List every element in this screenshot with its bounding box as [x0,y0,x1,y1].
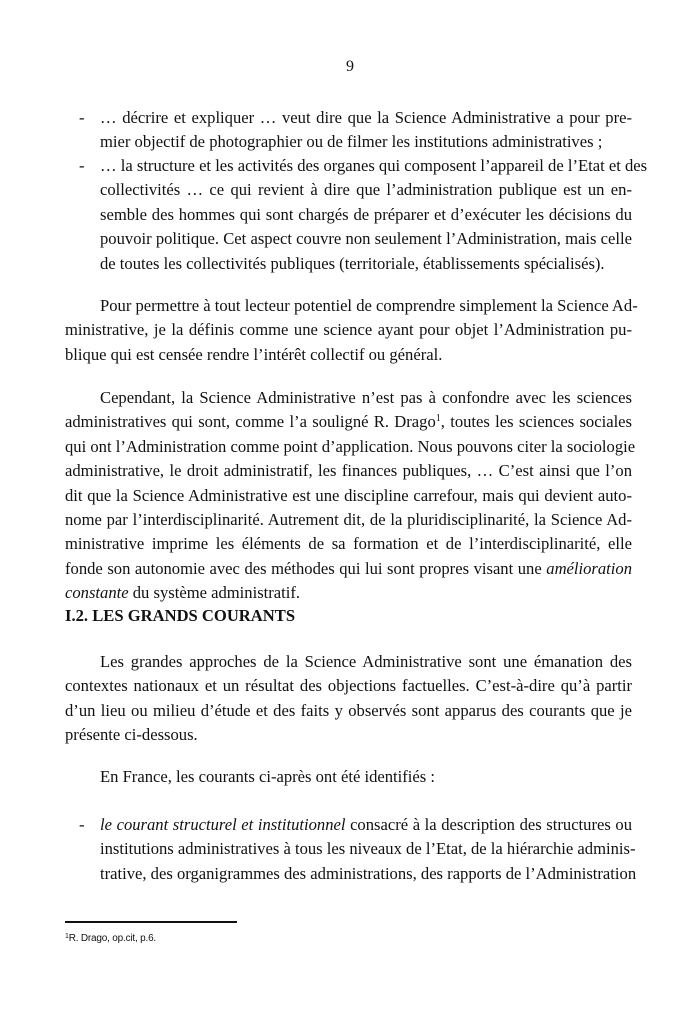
text-line [65,318,632,342]
text-segment: … décrire et expliquer … veut dire que la Science Administrative a pour pre- [100,108,632,127]
text-segment: contextes nationaux et un résultat des objections factuelles. C’est-à-dire qu’à partir [65,676,632,696]
paragraph-3 [65,650,632,748]
text-segment: … la structure et les activités des organes qui composent l’appareil de l’Etat et des [100,156,648,175]
text-segment: blique qui est censée rendre l’intérêt collectif ou général. [65,344,443,364]
text-segment: pouvoir politique. Cet aspect couvre non seulement l’Administration, mais celle [100,229,632,249]
page-number: 9 [346,58,354,75]
text-line [65,294,638,318]
text-segment: du système administratif. [128,583,301,603]
text-segment: En France, les courants ci-après ont été identifiés : [100,767,435,786]
text-segment: d’un lieu ou milieu d’étude et des faits y observés sont apparus des courants que je [65,700,632,720]
text-segment: , toutes les sciences sociales [440,412,632,432]
paragraph-4 [65,765,632,789]
text-segment: de toutes les collectivités publiques (territoriale, établissements spécialisés). [100,253,605,273]
section-heading: I.2. LES GRANDS COURANTS [65,606,296,625]
text-segment: nome par l’interdisciplinarité. Autrement dit, de la pluridisciplinarité, la Science Ad- [65,509,632,529]
text-line [100,813,632,837]
text-line [65,484,632,508]
text-segment: consacré à la description des structures ou [345,815,633,834]
text-line [100,862,637,886]
paragraph-2 [65,386,636,606]
text-line [100,227,632,251]
bullet-dash: - [79,815,85,834]
emphasis-text: constante [65,583,129,603]
text-line [65,410,632,434]
footnote-mark: 1 [65,933,69,940]
bullet-item-3 [79,813,637,886]
text-line [65,557,632,581]
footnote-reference: 1 [435,413,441,425]
bullet-dash: - [79,108,85,127]
paragraph-1 [65,294,638,367]
text-line [100,154,648,178]
text-line [65,765,632,789]
text-line [65,699,632,723]
text-line [100,203,632,227]
text-line [65,532,632,556]
text-line [65,435,636,459]
text-line [65,674,632,698]
text-line [65,508,632,532]
text-segment: collectivités … ce qui revient à dire que l’administration publique est un en- [100,180,632,200]
bullet-dash: - [79,156,85,175]
text-segment: Cependant, la Science Administrative n’est pas à confondre avec les sciences [100,388,632,407]
text-segment: Pour permettre à tout lecteur potentiel de comprendre simplement la Science Ad- [100,296,638,315]
text-segment: ministrative imprime les éléments de sa formation et de l’interdisciplinarité, elle [65,534,632,554]
text-segment: mier objectif de photographier ou de filmer les institutions administratives ; [100,132,603,152]
text-line [100,106,632,130]
bullet-item-1 [79,106,632,155]
text-segment: semble des hommes qui sont chargés de préparer et d’exécuter les décisions du [100,204,632,224]
text-segment: présente ci-dessous. [65,725,198,745]
text-line [65,723,632,747]
footnote [65,933,156,944]
text-line [65,459,632,483]
text-segment: institutions administratives à tous les niveaux de l’Etat, de la hiérarchie adminis- [100,839,636,859]
text-segment: dit que la Science Administrative est une discipline carrefour, mais qui devient auto- [65,485,632,505]
text-line [65,650,632,674]
text-segment: ministrative, je la définis comme une science ayant pour objet l’Administration pu- [65,320,632,340]
text-segment: Les grandes approches de la Science Administrative sont une émanation des [100,652,632,671]
text-segment: qui ont l’Administration comme point d’application. Nous pouvons citer la sociologie [65,436,636,456]
emphasis-text: le courant structurel et institutionnel [100,815,346,834]
emphasis-text: amélioration [546,558,632,578]
text-segment: trative, des organigrammes des administrations, des rapports de l’Administration [100,863,637,883]
footnote-text: R. Drago, op.cit, p.6. [68,933,157,944]
text-line [100,130,632,154]
text-line [100,837,636,861]
text-line [65,386,632,410]
text-segment: administrative, le droit administratif, les finances publiques, … C’est ainsi que l’on [65,461,632,481]
text-segment: fonde son autonomie avec des méthodes qui lui sont propres visant une [65,558,547,578]
text-line [100,252,632,276]
text-line [65,343,632,367]
footnote-separator [65,921,237,923]
text-line [65,581,632,605]
text-segment: administratives qui sont, comme l’a souligné R. Drago [65,412,436,432]
text-line [100,178,632,202]
bullet-item-2 [79,154,648,276]
